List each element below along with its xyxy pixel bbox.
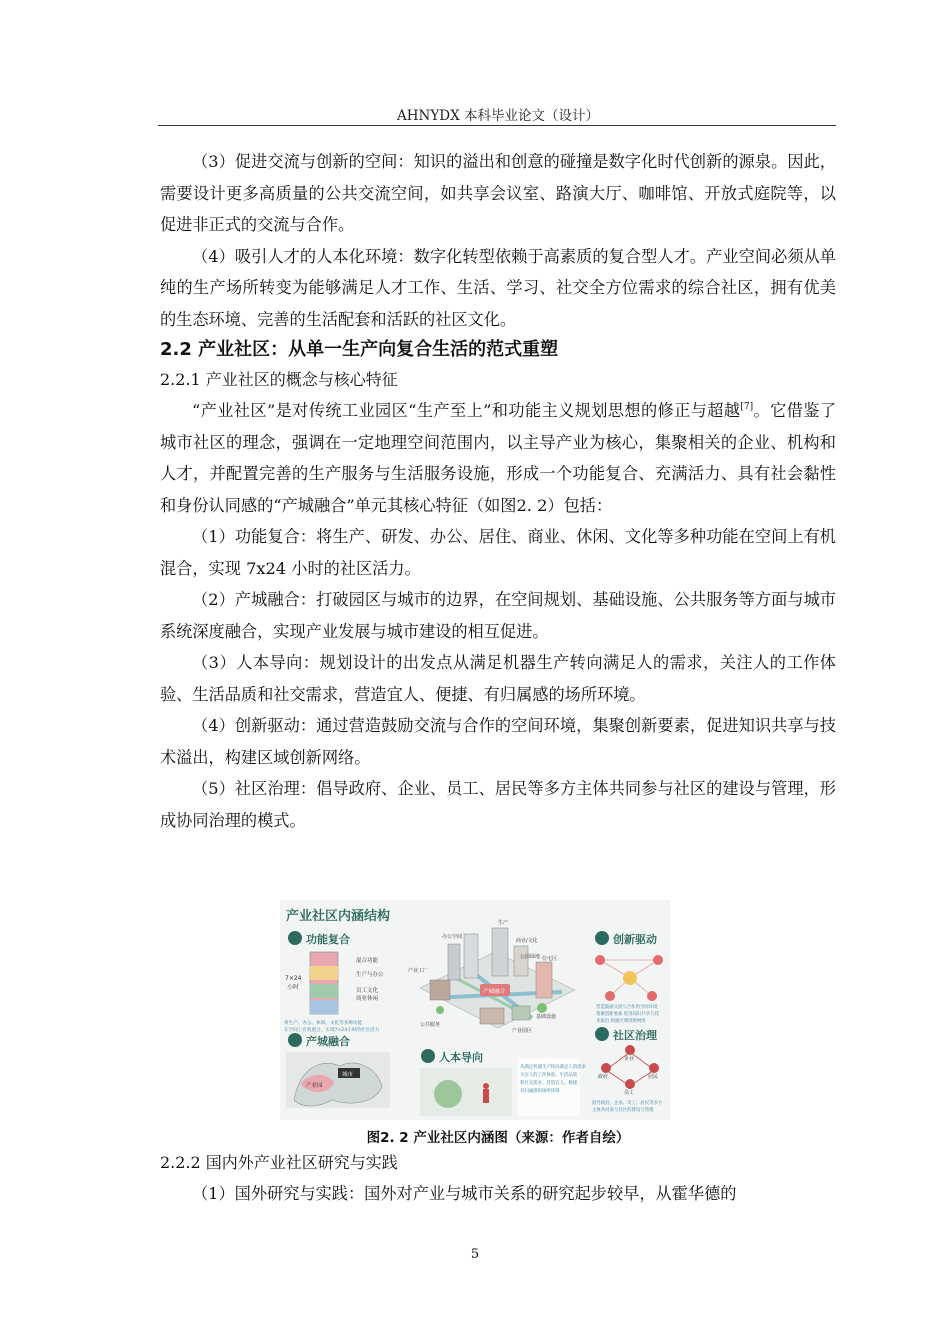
feature-item: （5）社区治理：倡导政府、企业、员工、居民等多方主体共同参与社区的建设与管理，形成协同治理的模式。 [160, 779, 836, 830]
panel-function-title: 功能复合 [306, 933, 350, 946]
feature-item: （3）人本导向：规划设计的出发点从满足机器生产转向满足人的需求，关注人的工作体验、生活品质和社交需求，营造宜人、便捷、有归属感的场所环境。 [160, 653, 836, 704]
center-label: 产业园区 [512, 1028, 533, 1034]
feature-item: （2）产城融合：打破园区与城市的边界，在空间规划、基础设施、公共服务等方面与城市系统深度融合，实现产业发展与城市建设的相互促进。 [160, 590, 836, 641]
body-text [160, 146, 836, 836]
header-rule [158, 125, 836, 126]
governance-node: 企业 [624, 1056, 635, 1062]
figure-title: 产业社区内涵结构 [286, 909, 391, 924]
running-header: AHNYDX 本科毕业论文（设计） [397, 108, 599, 124]
panel-people-title: 人本导向 [439, 1051, 483, 1064]
building-icon [288, 931, 302, 945]
intro-paragraph [160, 395, 836, 521]
function-note: 在空间上有机混合，实现7×24小时的社区活力 [284, 1028, 380, 1033]
center-label: 产业工厂 [408, 968, 429, 974]
innovation-note: 集聚创新要素 促进知识共享与技 [596, 1012, 659, 1017]
map-label-city: 城市 [342, 1072, 354, 1078]
function-label: 商业休闲 [356, 996, 379, 1002]
paragraph: （3）促进交流与创新的空间：知识的溢出和创意的碰撞是数字化时代创新的源泉。因此，需要设计更多高质量的公共交流空间，如共享会议室、路演大厅、咖啡馆、开放式庭院等，以促进非正式的交流与合作。 [160, 152, 836, 234]
governance-note: 主体共同参与社区的建设与管理 [592, 1108, 654, 1113]
innovation-note: 术溢出 构建区域创新网络 [596, 1019, 646, 1024]
body-text-continued [160, 1148, 836, 1210]
citation: [7] [740, 402, 754, 412]
feature-item: （4）创新驱动：通过营造鼓励交流与合作的空间环境，集聚创新要素，促进知识共享与技术溢出，构建区域创新网络。 [160, 716, 836, 767]
center-badge: 产城融合 [483, 989, 506, 995]
governance-node: 员工 [624, 1090, 635, 1096]
section-heading: 2.2 产业社区：从单一生产向复合生活的范式重塑 [160, 339, 559, 360]
page-number: 5 [470, 1247, 480, 1262]
center-label: 办公空间 [442, 934, 463, 940]
paragraph: （4）吸引人才的人本化环境：数字化转型依赖于高素质的复合型人才。产业空间必须从单纯的生产场所转变为能够满足人才工作、生活、学习、社交全方位需求的综合社区，拥有优美的生态环境、完善的生活配套和活跃的社区文化。 [160, 246, 836, 329]
network-icon [595, 1027, 609, 1041]
center-label: 生产 [498, 920, 509, 926]
function-label: 员工文化 [356, 988, 379, 994]
feature-item: （1）功能复合：将生产、研发、办公、居住、商业、休闲、文化等多种功能在空间上有机混合，实现 7x24 小时的社区活力。 [160, 527, 836, 578]
innovation-note: 营造鼓励交流与合作的空间环境 [596, 1005, 658, 1010]
intro-text-1: “产业社区”是对传统工业园区“生产至上”和功能主义规划思想的修正与超越 [192, 401, 741, 420]
governance-node: 居民 [648, 1074, 659, 1080]
figure-illustration [280, 900, 670, 1120]
person-icon [421, 1049, 435, 1063]
center-label: 商业/文化 [516, 938, 538, 944]
people-note: 和社交需求，营造宜人、便捷、 [520, 1081, 582, 1086]
function-label: 生产与办公 [356, 972, 384, 978]
people-note: 关注人的工作体验、生活品质 [520, 1073, 578, 1078]
time-label: 7×24 [285, 975, 302, 982]
panel-integration-title: 产城融合 [306, 1035, 350, 1048]
governance-node: 政府 [598, 1074, 609, 1080]
center-label: 公共服务 [420, 1022, 441, 1028]
panel-governance-title: 社区治理 [613, 1029, 657, 1042]
center-label: 公园绿地 [520, 954, 541, 960]
map-label-park: 产业园 [306, 1083, 323, 1089]
bulb-icon [595, 931, 609, 945]
subsection-heading: 2.2.2 国内外产业社区研究与实践 [160, 1153, 398, 1172]
center-label: 基础设施 [536, 1014, 557, 1020]
location-icon [288, 1033, 302, 1047]
figure-caption: 图2. 2 产业社区内涵图（来源：作者自绘） [366, 1130, 630, 1146]
intro-text-2: 。它借鉴了城市社区的理念，强调在一定地理空间范围内，以主导产业为核心，集聚相关的企业、机构和人才，并配置完善的生产服务与生活服务设施，形成一个功能复合、充满活力、具有社会黏性和身份认同感的“产城融合”单元其核心特征（如图2. 2）包括： [160, 401, 837, 515]
center-label: 住宅区 [542, 956, 558, 962]
people-note: 从满足机器生产转向满足人的需求 [520, 1065, 586, 1070]
paragraph: （1）国外研究与实践：国外对产业与城市关系的研究起步较早，从霍华德的 [192, 1184, 737, 1203]
function-label: 混合功能 [356, 958, 379, 964]
function-note: 将生产、办公、休闲、文化等多种功能 [284, 1021, 363, 1026]
people-note: 有归属感的场所环境 [520, 1089, 560, 1094]
figure-svg [280, 900, 670, 1120]
governance-note: 倡导政府、企业、员工、居民等多方 [592, 1101, 663, 1106]
time-label: 小时 [287, 984, 300, 991]
panel-innovation-title: 创新驱动 [613, 933, 657, 946]
subsection-heading: 2.2.1 产业社区的概念与核心特征 [160, 370, 398, 389]
